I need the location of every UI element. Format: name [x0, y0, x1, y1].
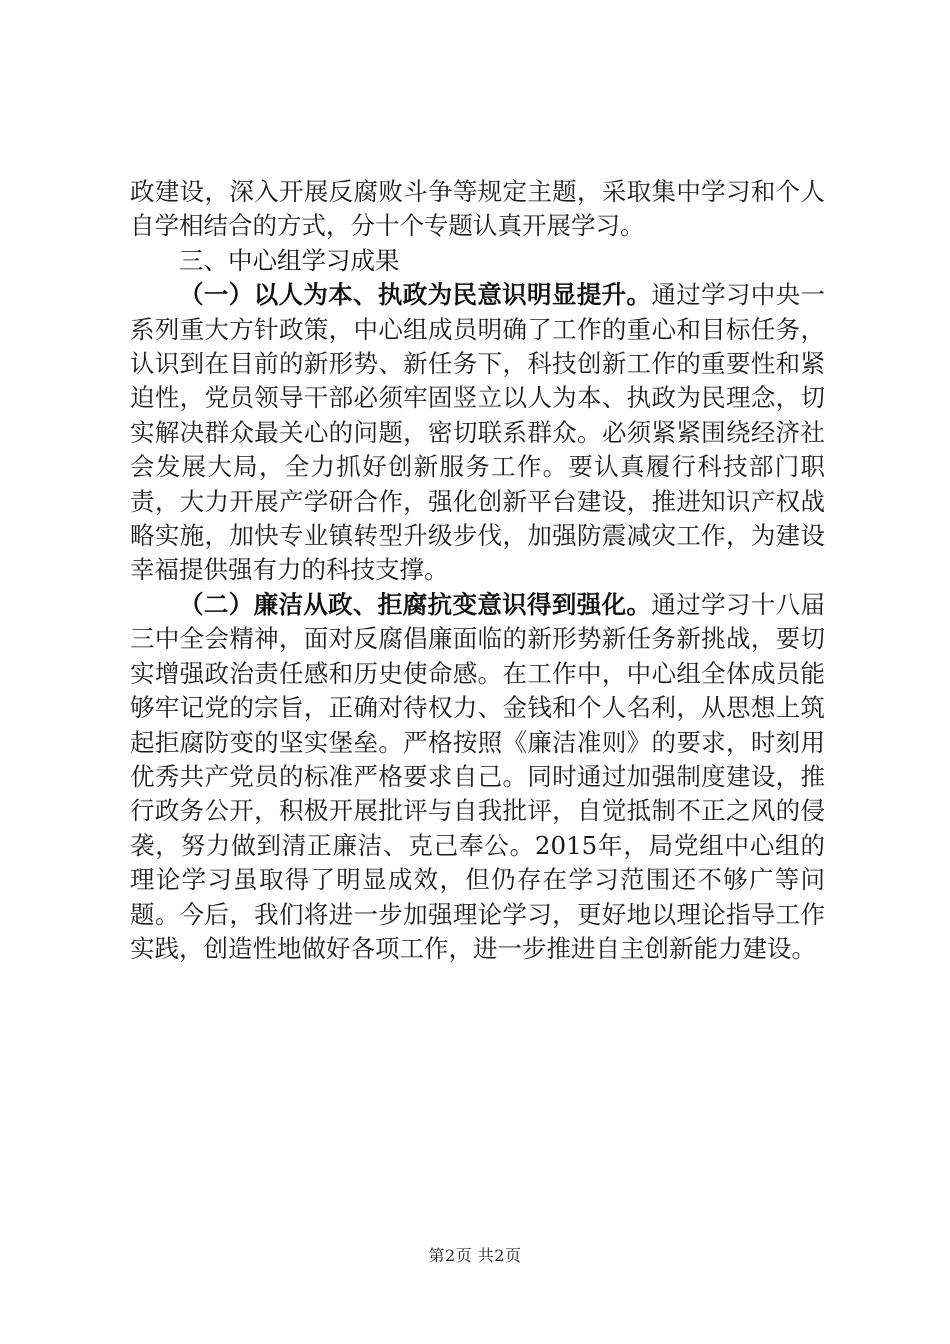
paragraph-achievement-2 [130, 588, 825, 966]
paragraph-lead: （二）廉洁从政、拒腐抗变意识得到强化。 [179, 589, 652, 619]
paragraph-text: 政建设，深入开展反腐败斗争等规定主题，采取集中学习和个人自学相结合的方式，分十个专题认真开展学习。 [130, 177, 825, 241]
paragraph-text: 通过学习十八届三中全会精神，面对反腐倡廉面临的新形势新任务新挑战，要切实增强政治责任感和历史使命感。在工作中，中心组全体成员能够牢记党的宗旨，正确对待权力、金钱和个人名利，从思想上筑起拒腐防变的坚实堡垒。严格按照《廉洁准则》的要求，时刻用优秀共产党员的标准严格要求自己。同时通过加强制度建设，推行政务公开，积极开展批评与自我批评，自觉抵制不正之风的侵袭，努力做到清正廉洁、克己奉公。2015年，局党组中心组的理论学习虽取得了明显成效，但仍存在学习范围还不够广等问题。今后，我们将进一步加强理论学习，更好地以理论指导工作实践，创造性地做好各项工作，进一步推进自主创新能力建设。 [130, 589, 826, 963]
paragraph-text: 通过学习中央一系列重大方针政策，中心组成员明确了工作的重心和目标任务，认识到在目前的新形势、新任务下，科技创新工作的重要性和紧迫性，党员领导干部必须牢固竖立以人为本、执政为民理念，切实解决群众最关心的问题，密切联系群众。必须紧紧围绕经济社会发展大局，全力抓好创新服务工作。要认真履行科技部门职责，大力开展产学研合作，强化创新平台建设，推进知识产权战略实施，加快专业镇转型升级步伐，加强防震减灾工作，为建设幸福提供强有力的科技支撑。 [130, 280, 826, 585]
page-number-label: 第2页 共2页 [428, 1246, 522, 1265]
page-footer [0, 1243, 950, 1266]
paragraph-achievement-1 [130, 278, 825, 588]
document-body [130, 175, 825, 966]
section-heading [130, 244, 825, 278]
section-heading-text: 三、中心组学习成果 [179, 245, 400, 275]
paragraph-continuation [130, 175, 825, 244]
paragraph-lead: （一）以人为本、执政为民意识明显提升。 [179, 280, 652, 310]
